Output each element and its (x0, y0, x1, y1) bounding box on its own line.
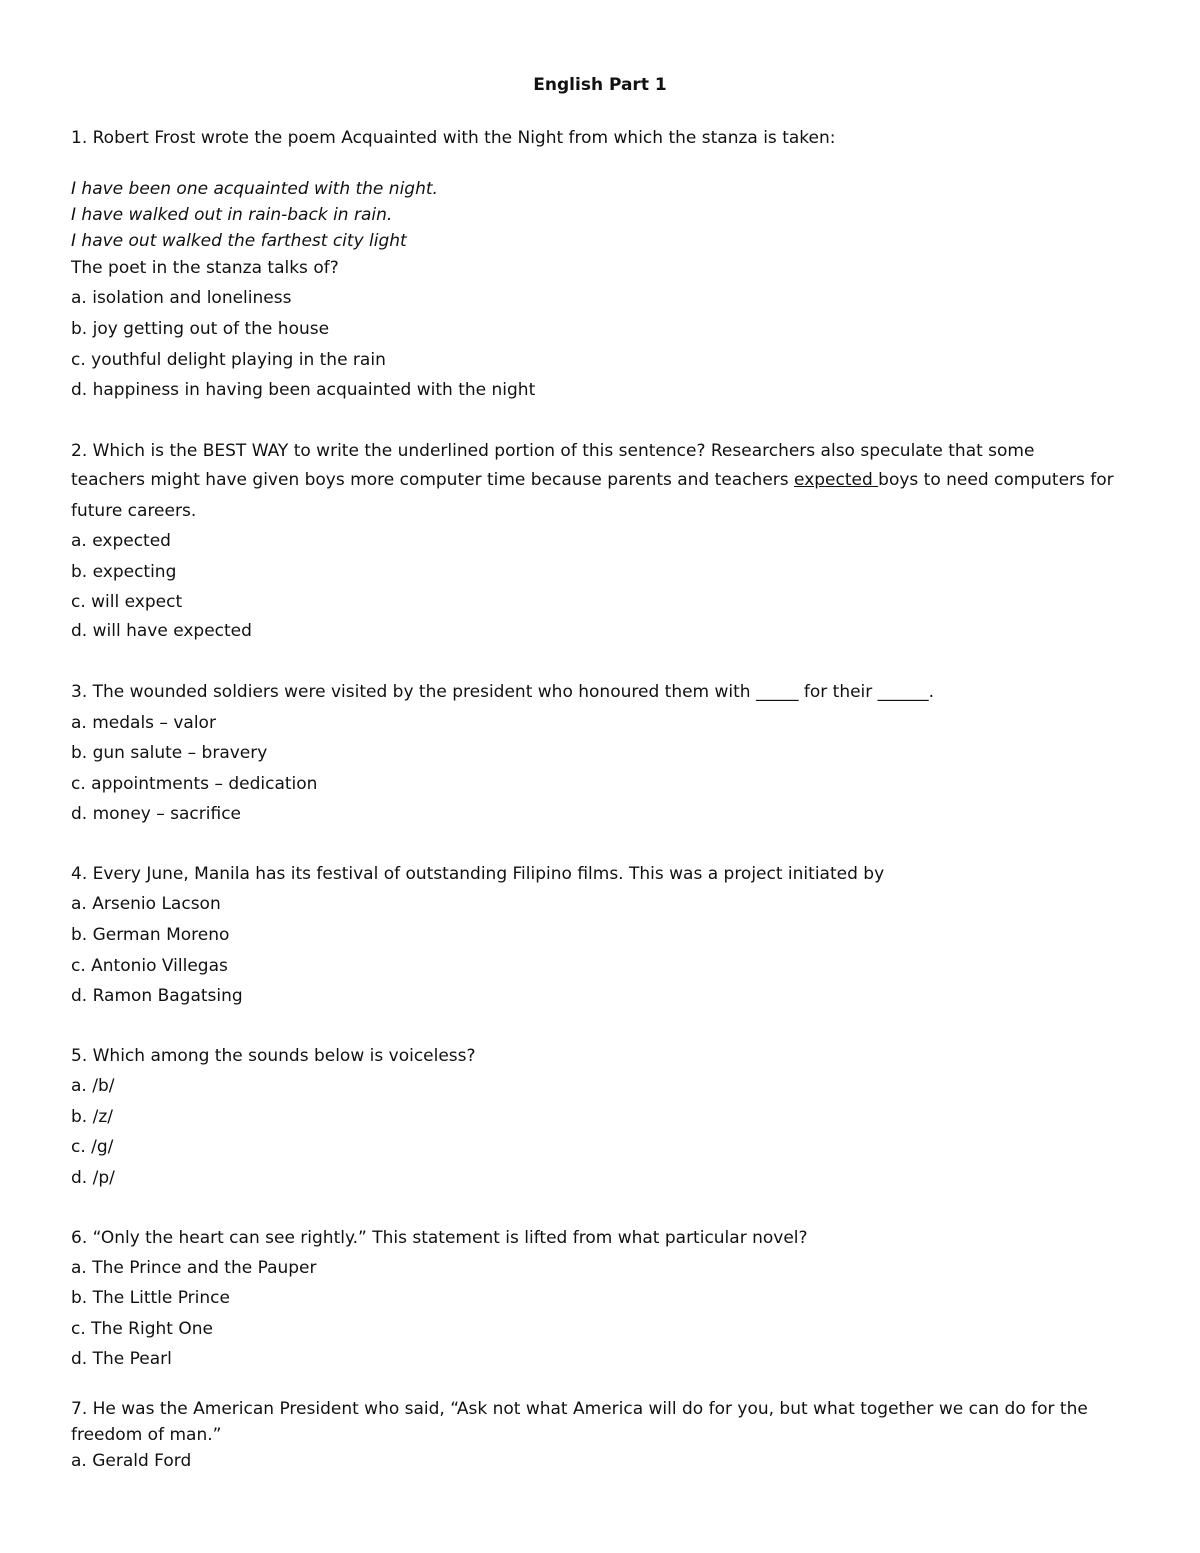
question-4-choice-b: b. German Moreno (71, 925, 230, 945)
question-1-poem-line-2: I have walked out in rain-back in rain. (71, 205, 393, 225)
question-5-stem: 5. Which among the sounds below is voiceless? (71, 1046, 476, 1066)
question-3-stem: 3. The wounded soldiers were visited by the president who honoured them with _____ for their ______. (71, 682, 935, 702)
question-3-choice-b: b. gun salute – bravery (71, 743, 268, 763)
question-1-choice-d: d. happiness in having been acquainted with the night (71, 380, 536, 400)
question-2-choice-c: c. will expect (71, 592, 183, 612)
question-1-poem-line-1: I have been one acquainted with the night. (71, 179, 438, 199)
question-6-choice-b: b. The Little Prince (71, 1288, 230, 1308)
question-4-choice-d: d. Ramon Bagatsing (71, 986, 243, 1006)
question-2-choice-b: b. expecting (71, 562, 177, 582)
question-1-stem: 1. Robert Frost wrote the poem Acquainted with the Night from which the stanza is taken: (71, 128, 836, 148)
page-title: English Part 1 (533, 75, 667, 95)
question-6-choice-c: c. The Right One (71, 1319, 213, 1339)
question-2-underlined-portion: expected (794, 470, 879, 490)
question-2-choice-a: a. expected (71, 531, 171, 551)
question-7-stem-line-1: 7. He was the American President who said, “Ask not what America will do for you, but what together we can do for the (71, 1399, 1088, 1419)
question-2-choice-d: d. will have expected (71, 621, 252, 641)
question-4-choice-a: a. Arsenio Lacson (71, 894, 221, 914)
question-2-stem-line-1: 2. Which is the BEST WAY to write the underlined portion of this sentence? Researchers also speculate that some (71, 441, 1035, 461)
question-6-choice-d: d. The Pearl (71, 1349, 172, 1369)
question-4-stem: 4. Every June, Manila has its festival of outstanding Filipino films. This was a project initiated by (71, 864, 885, 884)
question-3-choice-c: c. appointments – dedication (71, 774, 318, 794)
question-5-choice-c: c. /g/ (71, 1137, 114, 1157)
question-4-choice-c: c. Antonio Villegas (71, 956, 228, 976)
question-6-choice-a: a. The Prince and the Pauper (71, 1258, 317, 1278)
question-1-choice-a: a. isolation and loneliness (71, 288, 292, 308)
question-5-choice-b: b. /z/ (71, 1107, 113, 1127)
question-2-stem-before: teachers might have given boys more computer time because parents and teachers (71, 470, 795, 490)
question-1-choice-b: b. joy getting out of the house (71, 319, 330, 339)
question-1-poem-line-3: I have out walked the farthest city light (71, 231, 407, 251)
question-7-choice-a: a. Gerald Ford (71, 1451, 192, 1471)
question-6-stem: 6. “Only the heart can see rightly.” This statement is lifted from what particular novel? (71, 1228, 808, 1248)
question-2-stem-line-3: future careers. (71, 501, 197, 521)
question-2-stem-line-2 (71, 469, 1131, 491)
question-5-choice-d: d. /p/ (71, 1168, 115, 1188)
question-3-choice-d: d. money – sacrifice (71, 804, 242, 824)
question-3-choice-a: a. medals – valor (71, 713, 216, 733)
question-1-choice-c: c. youthful delight playing in the rain (71, 350, 386, 370)
question-2-stem-after: boys to need computers for (878, 470, 1114, 490)
question-5-choice-a: a. /b/ (71, 1076, 115, 1096)
question-7-stem-line-2: freedom of man.” (71, 1425, 222, 1445)
question-1-prompt: The poet in the stanza talks of? (71, 258, 339, 278)
